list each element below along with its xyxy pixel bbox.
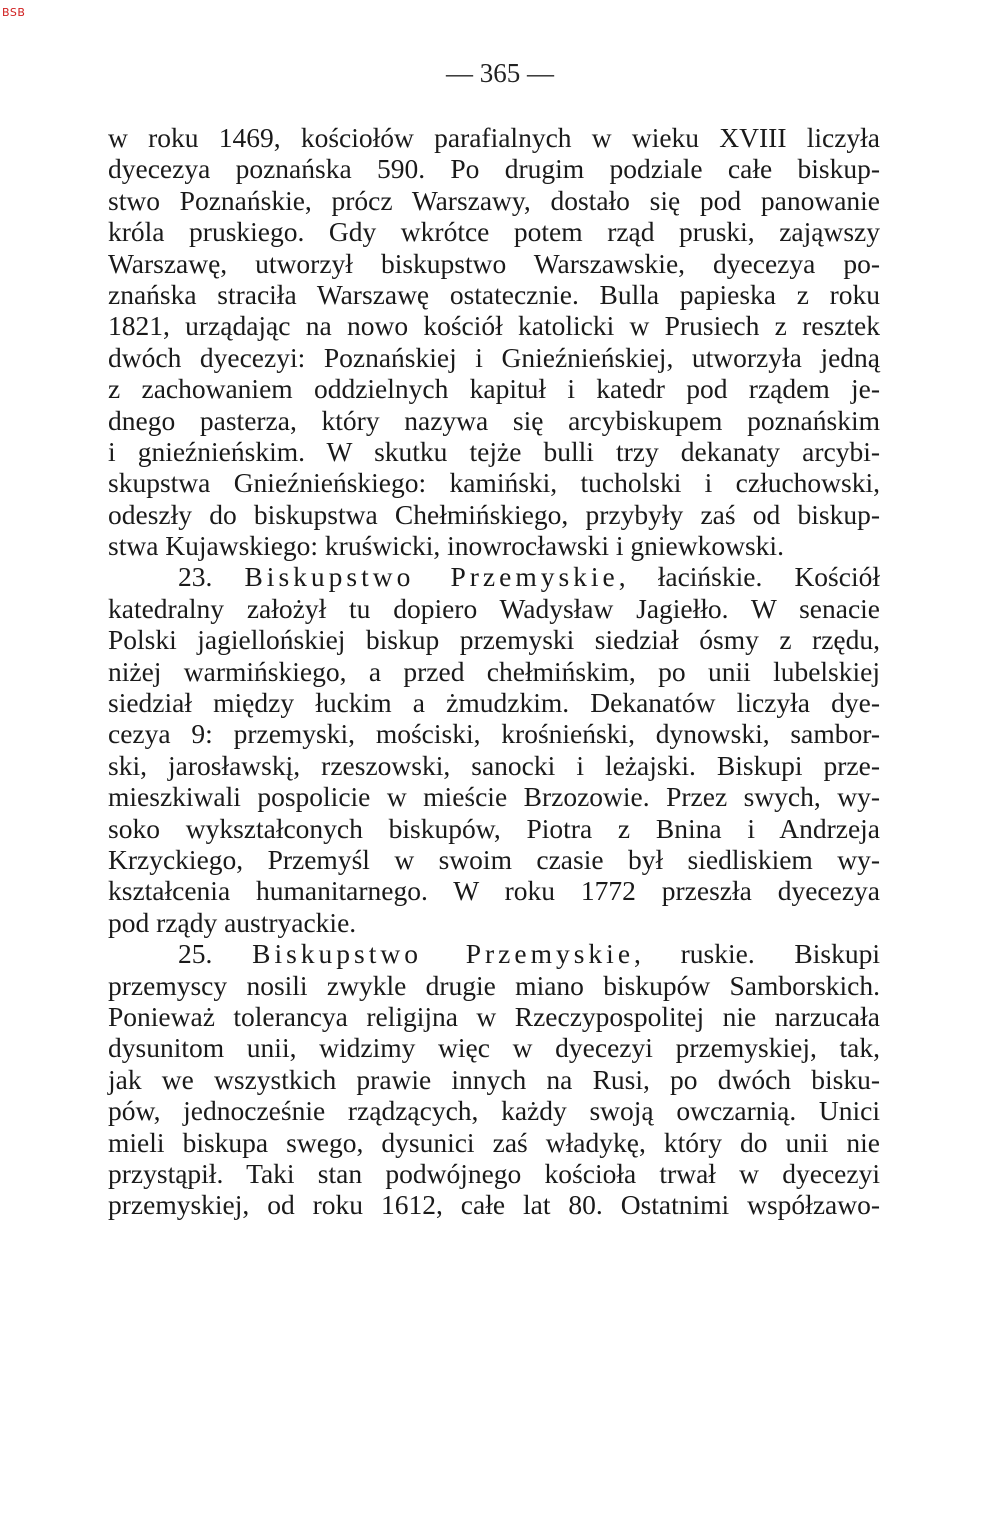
text-line: skupstwa Gnieźnieńskiego: kamiński, tucholski i człuchowski,: [108, 467, 880, 499]
text-line: Krzyckiego, Przemyśl w swoim czasie był siedliskiem wy-: [108, 843, 880, 875]
spaced-heading: Biskupstwo Przemyskie: [252, 938, 635, 970]
body-text: [108, 122, 880, 1221]
text-segment: , ruskie. Biskupi: [634, 938, 881, 970]
library-stamp: BSB: [2, 6, 26, 19]
text-line: soko wykształconych biskupów, Piotra z Bnina i Andrzeja: [108, 812, 880, 844]
spaced-heading: Biskupstwo Przemyskie: [244, 561, 619, 593]
text-line: i gnieźnieńskim. W skutku tejże bulli trzy dekanaty arcybi-: [108, 435, 880, 467]
text-line: znańska straciła Warszawę ostatecznie. Bulla papieska z roku: [108, 278, 880, 310]
text-line: jak we wszystkich prawie innych na Rusi, po dwóch bisku-: [108, 1063, 880, 1095]
text-line: mieli biskupa swego, dysunici zaś władykę, który do unii nie: [108, 1126, 880, 1158]
text-line: pów, jednocześnie rządzących, każdy swoją owczarnią. Unici: [108, 1095, 880, 1127]
text-line: [108, 938, 880, 969]
text-line: dwóch dyecezyi: Poznańskiej i Gnieźnieńskiej, utworzyła jedną: [108, 341, 880, 373]
text-line: Warszawę, utworzył biskupstwo Warszawskie, dyecezya po-: [108, 247, 880, 279]
text-segment: 23.: [178, 561, 245, 593]
text-segment: , łacińskie. Kościół: [618, 561, 880, 593]
text-line: ski, jarosławskį, rzeszowski, sanocki i leżajski. Biskupi prze-: [108, 749, 880, 781]
text-line: stwa Kujawskiego: kruświcki, inowrocławski i gniewkowski.: [108, 530, 784, 562]
text-line: przemyskiej, od roku 1612, całe lat 80. Ostatnimi współzawo-: [108, 1189, 880, 1221]
text-line: Polski jagiellońskiej biskup przemyski siedział ósmy z rzędu,: [108, 624, 880, 656]
text-line: z zachowaniem oddzielnych kapituł i katedr pod rządem je-: [108, 373, 880, 405]
page-number: — 365 —: [446, 58, 554, 88]
text-line: niżej warmińskiego, a przed chełmińskim, po unii lubelskiej: [108, 655, 880, 687]
text-line: dnego pasterza, który nazywa się arcybiskupem poznańskim: [108, 404, 880, 436]
text-line: dysunitom unii, widzimy więc w dyecezyi przemyskiej, tak,: [108, 1032, 880, 1064]
text-line: odeszły do biskupstwa Chełmińskiego, przybyły zaś od biskup-: [108, 498, 880, 530]
text-segment: 25.: [178, 938, 253, 970]
text-line: kształcenia humanitarnego. W roku 1772 przeszła dyecezya: [108, 875, 880, 907]
text-line: dyecezya poznańska 590. Po drugim podziale całe biskup-: [108, 153, 880, 185]
text-line: [108, 561, 880, 592]
text-line: króla pruskiego. Gdy wkrótce potem rząd pruski, zająwszy: [108, 216, 880, 248]
text-line: 1821, urządając na nowo kościół katolicki w Prusiech z resztek: [108, 310, 880, 342]
text-line: mieszkiwali pospolicie w mieście Brzozowie. Przez swych, wy-: [108, 781, 880, 813]
text-line: w roku 1469, kościołów parafialnych w wieku XVIII liczyła: [108, 122, 880, 153]
text-line: pod rządy austryackie.: [108, 906, 357, 938]
text-line: przystąpił. Taki stan podwójnego kościoła trwał w dyecezyi: [108, 1157, 880, 1189]
text-line: cezya 9: przemyski, mościski, krośnieński, dynowski, sambor-: [108, 718, 880, 750]
text-line: katedralny założył tu dopiero Wadysław Jagiełło. W senacie: [108, 592, 880, 624]
text-line: stwo Poznańskie, prócz Warszawy, dostało się pod panowanie: [108, 184, 880, 216]
text-line: przemyscy nosili zwykle drugie miano biskupów Samborskich.: [108, 969, 880, 1001]
text-line: Ponieważ tolerancya religijna w Rzeczypospolitej nie narzucała: [108, 1000, 880, 1032]
text-line: siedział między łuckim a żmudzkim. Dekanatów liczyła dye-: [108, 687, 880, 719]
